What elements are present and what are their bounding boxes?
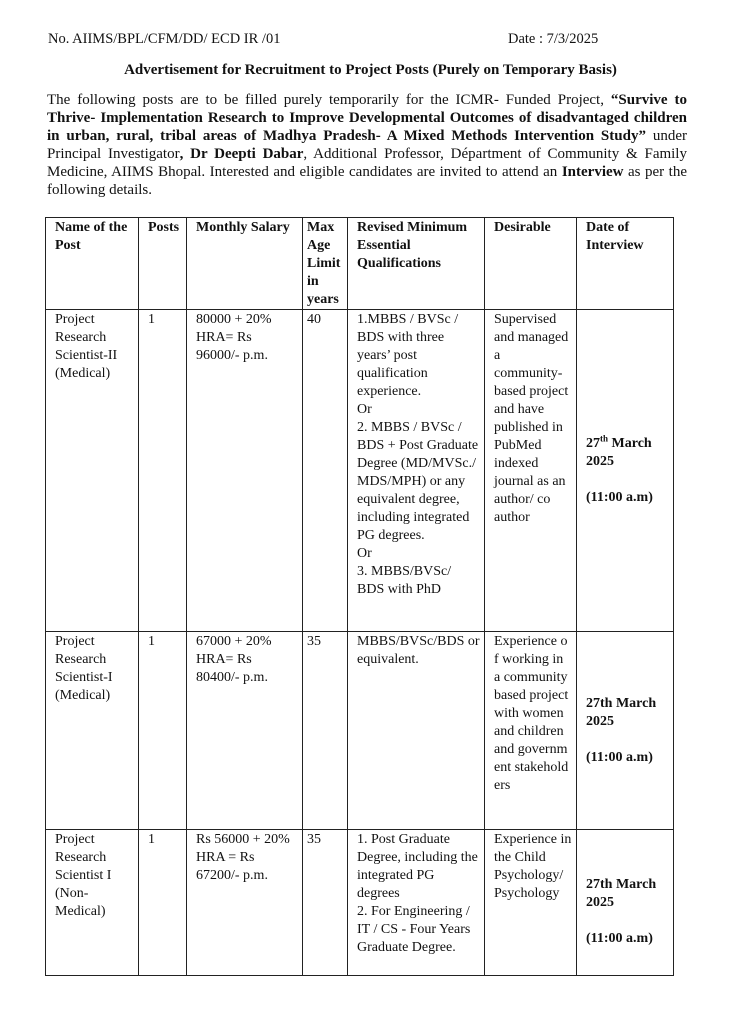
post-count: 1 [139,310,187,632]
intro-text-2: under Principal Investigator [47,128,688,162]
interview-date [577,310,674,632]
qualification-line: 2. For Engineering / IT / CS - Four Years Graduate Degree. [357,904,471,955]
post-name: Project Research Scientist I (Non-Medical) [46,830,139,976]
interview-date-text: 27th March 2025 [586,877,657,910]
interview-date [577,632,674,830]
header-max-age: Max Age Limit in years [303,218,348,310]
post-name: Project Research Scientist-II (Medical) [46,310,139,632]
monthly-salary: 80000 + 20% HRA= Rs 96000/- p.m. [187,310,303,632]
max-age: 40 [303,310,348,632]
advertisement-title: Advertisement for Recruitment to Project Posts (Purely on Temporary Basis) [124,62,617,78]
header-posts: Posts [139,218,187,310]
interview-time: (11:00 a.m) [586,490,653,505]
qualifications [348,632,485,830]
post-count: 1 [139,632,187,830]
table-header-row [46,218,674,310]
qualification-line: 2. MBBS / BVSc / BDS + Post Graduate Degree (MD/MVSc./ MDS/MPH) or any equivalent degree, including integrated PG degrees. [357,420,479,543]
posts-table [45,217,674,976]
header-monthly-salary: Monthly Salary [187,218,303,310]
qualification-line: 1. Post Graduate Degree, including the integrated PG degrees [357,832,478,901]
desirable: Supervised and managed a community-based project and have published in PubMed indexed journal as an author/ co author [485,310,577,632]
table-row [46,310,674,632]
qualification-line: 1.MBBS / BVSc / BDS with three years’ post qualification experience. [357,312,459,399]
header-date-of-interview: Date of Interview [577,218,674,310]
interview-date-text: 27th March 2025 [586,433,652,469]
qualification-line: 3. MBBS/BVSc/ BDS with PhD [357,564,452,597]
pi-name: , Dr Deepti Dabar [179,146,304,162]
interview-time: (11:00 a.m) [586,931,653,946]
desirable: Experience of working in a community based project with women and children and government stakeholders [485,632,577,830]
table-row [46,632,674,830]
monthly-salary: 67000 + 20% HRA= Rs 80400/- p.m. [187,632,303,830]
project-title: “Survive to Thrive- Implementation Research to Improve Developmental Outcomes of disadvantaged children in urban, rural, tribal areas of Madhya Pradesh- A Mixed Methods Intervention Study” [47,92,687,144]
header-desirable: Desirable [485,218,577,310]
intro-text-1: The following posts are to be filled purely temporarily for the ICMR- Funded Project, [47,92,611,108]
post-name: Project Research Scientist-I (Medical) [46,632,139,830]
intro-text-3: , Additional Professor, Départment of Community & Family Medicine, AIIMS Bhopal. Interested and eligible candidates are invited to attend an [47,146,687,180]
qualification-line: Or [357,546,372,561]
max-age: 35 [303,830,348,976]
table-row [46,830,674,976]
document-date: Date : 7/3/2025 [508,31,599,47]
qualifications [348,830,485,976]
interview-time: (11:00 a.m) [586,750,653,765]
max-age: 35 [303,632,348,830]
header-qualifications: Revised Minimum Essential Qualifications [348,218,485,310]
qualification-line: MBBS/BVSc/BDS or equivalent. [357,634,480,667]
qualification-line: Or [357,402,372,417]
desirable: Experience in the Child Psychology/ Psychology [485,830,577,976]
reference-number: No. AIIMS/BPL/CFM/DD/ ECD IR /01 [48,31,281,47]
intro-paragraph [47,91,687,199]
interview-date-text: 27th March 2025 [586,696,657,729]
interview-word: Interview [561,164,624,180]
monthly-salary: Rs 56000 + 20% HRA = Rs 67200/- p.m. [187,830,303,976]
header-name-of-post: Name of the Post [46,218,139,310]
interview-date [577,830,674,976]
qualifications [348,310,485,632]
post-count: 1 [139,830,187,976]
intro-text-4: as per the following details. [47,164,687,198]
